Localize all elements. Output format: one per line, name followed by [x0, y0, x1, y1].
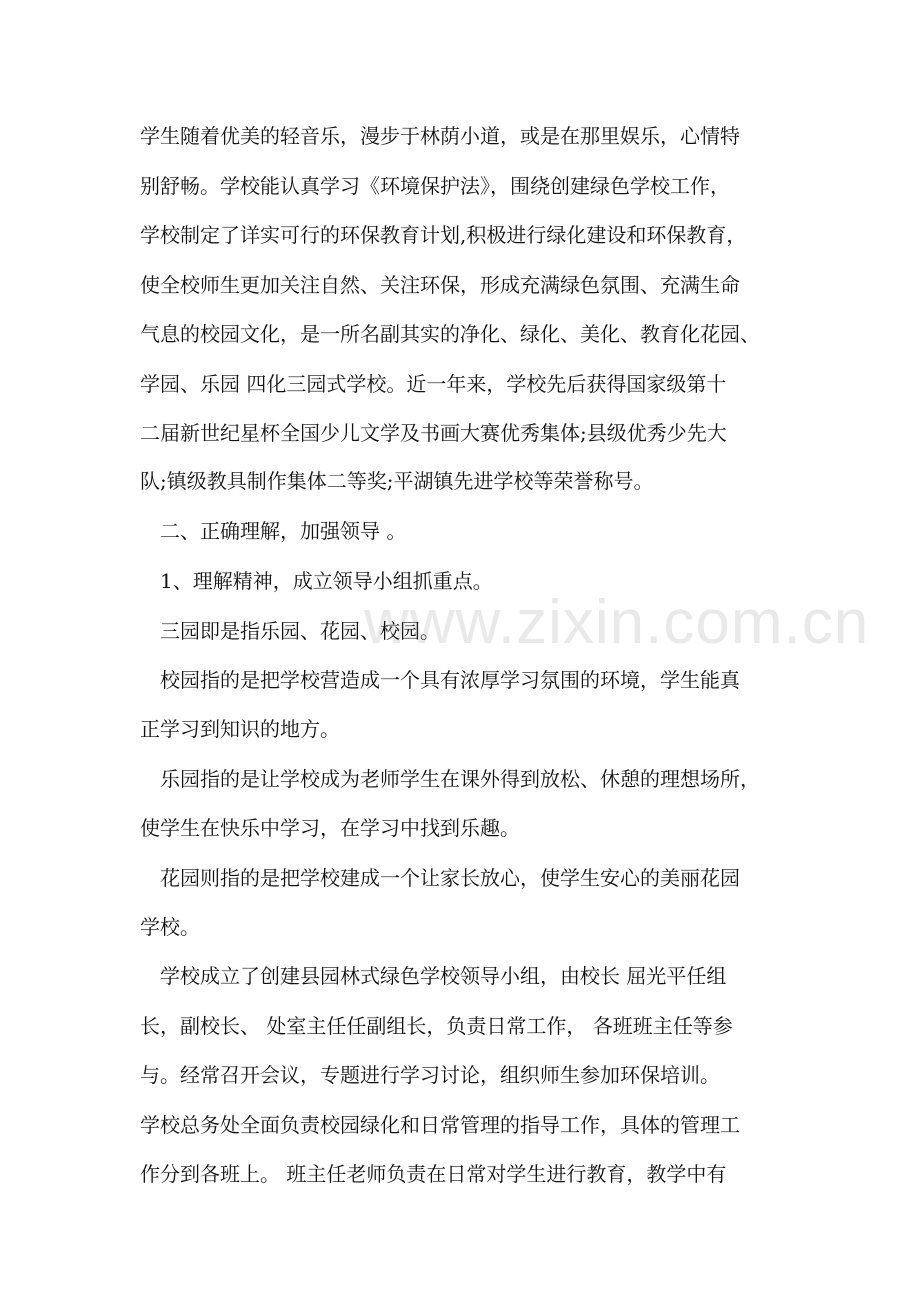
text-line-16: 花园则指的是把学校建成一个让家长放心，使学生安心的美丽花园	[160, 866, 740, 890]
text-line-20: 与。经常召开会议，专题进行学习讨论，组织师生参加环保培训。	[140, 1063, 720, 1087]
text-line-14: 乐园指的是让学校成为老师学生在课外得到放松、休憩的理想场所，	[160, 767, 760, 791]
text-line-6: 学园、乐园 四化三园式学校。近一年来，学校先后获得国家级第十	[140, 372, 727, 396]
text-line-18: 学校成立了创建县园林式绿色学校领导小组，由校长 屈光平任组	[160, 964, 727, 988]
section-heading: 二、正确理解，加强领导 。	[160, 519, 407, 543]
text-line-1: 学生随着优美的轻音乐，漫步于林荫小道，或是在那里娱乐，心情特	[140, 124, 740, 148]
text-line-22: 作分到各班上。 班主任老师负责在日常对学生进行教育，教学中有	[140, 1162, 727, 1186]
text-line-11: 三园即是指乐园、花园、校园。	[160, 619, 440, 643]
watermark-text: www.zixin.com.cn	[364, 588, 870, 657]
subsection-heading: 1、理解精神，成立领导小组抓重点。	[160, 569, 493, 593]
text-line-2: 别舒畅。学校能认真学习《环境保护法》，围绕创建绿色学校工作，	[140, 174, 730, 198]
text-line-3: 学校制定了详实可行的环保教育计划,积极进行绿化建设和环保教育，	[140, 223, 747, 247]
text-line-7: 二届新世纪星杯全国少儿文学及书画大赛优秀集体;县级优秀少先大	[140, 421, 727, 445]
text-line-21: 学校总务处全面负责校园绿化和日常管理的指导工作，具体的管理工	[140, 1113, 740, 1137]
text-line-17: 学校。	[140, 915, 200, 939]
text-line-5: 气息的校园文化，是一所名副其实的净化、绿化、美化、教育化花园、	[140, 322, 760, 346]
text-line-8: 队;镇级教具制作集体二等奖;平湖镇先进学校等荣誉称号。	[140, 469, 654, 493]
text-line-12: 校园指的是把学校营造成一个具有浓厚学习氛围的环境，学生能真	[160, 668, 740, 692]
text-line-15: 使学生在快乐中学习，在学习中找到乐趣。	[140, 816, 520, 840]
text-line-4: 使全校师生更加关注自然、关注环保，形成充满绿色氛围、充满生命	[140, 273, 740, 297]
text-line-13: 正学习到知识的地方。	[140, 717, 340, 741]
text-line-19: 长，副校长、 处室主任任副组长，负责日常工作， 各班班主任等参	[140, 1014, 733, 1038]
